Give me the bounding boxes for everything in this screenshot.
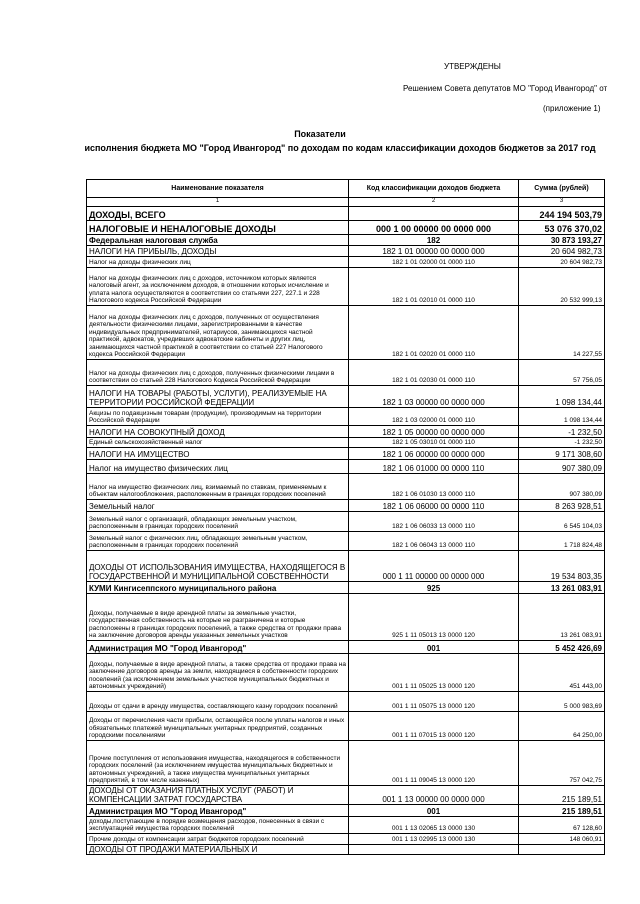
row-name: Налог на имущество физических лиц, взимаемый по ставкам, применяемым к объектам налогообложения, расположенным в границах городских поселений [87, 473, 349, 499]
header-name: Наименование показателя [87, 180, 349, 198]
row-code: 182 1 06 01000 00 0000 110 [349, 459, 519, 473]
row-sum: 20 604 982,73 [519, 256, 605, 267]
table-row [87, 407, 605, 425]
row-name: Доходы от сдачи в аренду имущества, составляющего казну городских поселений [87, 691, 349, 711]
row-code: 182 1 01 00000 00 0000 000 [349, 245, 519, 256]
row-name: Земельный налог с организаций, обладающих земельным участком, расположенным в границах городских поселений [87, 511, 349, 531]
row-sum: 1 098 134,44 [519, 385, 605, 407]
row-code: 182 1 03 00000 00 0000 000 [349, 385, 519, 407]
row-code: 001 1 11 05025 13 0000 120 [349, 653, 519, 691]
row-code: 182 1 01 02000 01 0000 110 [349, 256, 519, 267]
row-name: Прочие доходы от компенсации затрат бюджетов городских поселений [87, 833, 349, 844]
table-row [87, 804, 605, 816]
row-sum: 8 263 928,51 [519, 499, 605, 511]
table-row [87, 305, 605, 359]
row-name: Доходы, получаемые в виде арендной платы за земельные участки, государственная собственность на которые не разграничена и которые расположены в границах городских поселений, а также средства от продажи права на заключение договоров аренды указанных земельных участков [87, 593, 349, 640]
row-code: 001 [349, 640, 519, 653]
row-sum: 57 756,05 [519, 359, 605, 385]
row-name: Налог на доходы физических лиц [87, 256, 349, 267]
header-code: Код классификации доходов бюджета [349, 180, 519, 198]
row-sum: 907 380,09 [519, 459, 605, 473]
row-sum: 215 189,51 [519, 804, 605, 816]
row-code: 182 1 01 02030 01 0000 110 [349, 359, 519, 385]
row-name: Прочие поступления от использования имущества, находящегося в собственности городских поселений (за исключением имущества муниципальных бюджетных и автономных учреждений, а также имущества муниципальных унитарных предприятий, в том числе казенных) [87, 740, 349, 785]
table-row [87, 653, 605, 691]
table-row [87, 220, 605, 234]
table-row [87, 531, 605, 550]
row-name: Налог на имущество физических лиц [87, 459, 349, 473]
row-name: ДОХОДЫ, ВСЕГО [87, 206, 349, 220]
table-row [87, 437, 605, 447]
row-code: 182 1 05 00000 00 0000 000 [349, 425, 519, 437]
table-row [87, 550, 605, 581]
table-row [87, 234, 605, 245]
row-name: ДОХОДЫ ОТ ПРОДАЖИ МАТЕРИАЛЬНЫХ И [87, 844, 349, 854]
row-sum: -1 232,50 [519, 425, 605, 437]
row-code: 001 [349, 804, 519, 816]
row-name: Федеральная налоговая служба [87, 234, 349, 245]
row-name: НАЛОГИ НА СОВОКУПНЫЙ ДОХОД [87, 425, 349, 437]
row-code: 182 1 06 06000 00 0000 110 [349, 499, 519, 511]
row-name: Администрация МО "Город Ивангород" [87, 640, 349, 653]
row-name: Земельный налог с физических лиц, обладающих земельным участком, расположенным в границах городских поселений [87, 531, 349, 550]
row-name: Земельный налог [87, 499, 349, 511]
row-sum: 30 873 193,27 [519, 234, 605, 245]
row-sum: 14 227,55 [519, 305, 605, 359]
row-name: Единый сельскохозяйственный налог [87, 437, 349, 447]
header-sum: Сумма (рублей) [519, 180, 605, 198]
table-row [87, 459, 605, 473]
table-row [87, 833, 605, 844]
column-number: 1 [87, 198, 349, 207]
table-row [87, 640, 605, 653]
row-sum: 1 718 824,48 [519, 531, 605, 550]
row-name: Администрация МО "Город Ивангород" [87, 804, 349, 816]
row-sum: 20 532 999,13 [519, 267, 605, 305]
table-row [87, 267, 605, 305]
row-code: 001 1 13 00000 00 0000 000 [349, 785, 519, 804]
row-name: НАЛОГОВЫЕ И НЕНАЛОГОВЫЕ ДОХОДЫ [87, 220, 349, 234]
row-sum: -1 232,50 [519, 437, 605, 447]
table-row [87, 740, 605, 785]
row-name: Налог на доходы физических лиц с доходов, источником которых является налоговый агент, за исключением доходов, в отношении которых исчисление и уплата налога осуществляются в соответствии со статьями 227, 227.1 и 228 Налогового кодекса Российской Федерации [87, 267, 349, 305]
row-code: 001 1 13 02995 13 0000 130 [349, 833, 519, 844]
row-code: 001 1 11 05075 13 0000 120 [349, 691, 519, 711]
column-number: 2 [349, 198, 519, 207]
row-code: 182 1 06 01030 13 0000 110 [349, 473, 519, 499]
table-row [87, 844, 605, 854]
row-sum: 20 604 982,73 [519, 245, 605, 256]
table-row [87, 581, 605, 593]
revenue-table [86, 179, 605, 855]
row-name: КУМИ Кингисеппского муниципального района [87, 581, 349, 593]
table-row [87, 816, 605, 833]
table-row [87, 593, 605, 640]
row-name: НАЛОГИ НА ТОВАРЫ (РАБОТЫ, УСЛУГИ), РЕАЛИЗУЕМЫЕ НА ТЕРРИТОРИИ РОССИЙСКОЙ ФЕДЕРАЦИИ [87, 385, 349, 407]
appendix-label: (приложение 1) [543, 104, 601, 113]
row-code: 925 [349, 581, 519, 593]
table-row [87, 256, 605, 267]
table-row [87, 245, 605, 256]
row-sum: 13 261 083,91 [519, 581, 605, 593]
column-number: 3 [519, 198, 605, 207]
row-code: 182 1 06 00000 00 0000 000 [349, 447, 519, 459]
row-sum: 757 042,75 [519, 740, 605, 785]
row-sum: 19 534 803,35 [519, 550, 605, 581]
row-sum: 6 545 104,03 [519, 511, 605, 531]
row-name: доходы,поступающие в порядке возмещения расходов, понесенных в связи с эксплуатацией имущества городских поселений [87, 816, 349, 833]
row-name: Доходы, получаемые в виде арендной платы, а также средства от продажи права на заключение договоров аренды за земли, находящиеся в собственности городских поселений (за исключением земельных участков муниципальных бюджетных и автономных учреждений) [87, 653, 349, 691]
document-subtitle: исполнения бюджета МО "Город Ивангород" по доходам по кодам классификации доходов бюджетов за 2017 год [84, 143, 596, 153]
table-row [87, 206, 605, 220]
row-code: 001 1 11 09045 13 0000 120 [349, 740, 519, 785]
row-code: 925 1 11 05013 13 0000 120 [349, 593, 519, 640]
table-row [87, 359, 605, 385]
row-sum: 451 443,00 [519, 653, 605, 691]
table-row [87, 385, 605, 407]
row-sum: 67 128,60 [519, 816, 605, 833]
table-row [87, 511, 605, 531]
row-name: ДОХОДЫ ОТ ИСПОЛЬЗОВАНИЯ ИМУЩЕСТВА, НАХОДЯЩЕГОСЯ В ГОСУДАРСТВЕННОЙ И МУНИЦИПАЛЬНОЙ СОБСТВЕННОСТИ [87, 550, 349, 581]
row-sum: 53 076 370,02 [519, 220, 605, 234]
row-sum: 244 194 503,79 [519, 206, 605, 220]
row-name: НАЛОГИ НА ПРИБЫЛЬ, ДОХОДЫ [87, 245, 349, 256]
row-name: Доходы от перечисления части прибыли, остающейся после уплаты налогов и иных обязательных платежей муниципальных унитарных предприятий, созданных городскими поселениями [87, 711, 349, 740]
table-header-row [87, 180, 605, 198]
row-code: 182 [349, 234, 519, 245]
row-name: НАЛОГИ НА ИМУЩЕСТВО [87, 447, 349, 459]
row-sum: 5 452 426,69 [519, 640, 605, 653]
row-code: 182 1 01 02020 01 0000 110 [349, 305, 519, 359]
column-number-row [87, 198, 605, 207]
row-code [349, 206, 519, 220]
table-row [87, 499, 605, 511]
row-code: 182 1 05 03010 01 0000 110 [349, 437, 519, 447]
row-code: 182 1 06 06033 13 0000 110 [349, 511, 519, 531]
row-name: Налог на доходы физических лиц с доходов, полученных от осуществления деятельности физическими лицами, зарегистрированными в качестве индивидуальных предпринимателей, нотариусов, занимающихся частной практикой, адвокатов, учредивших адвокатские кабинеты и других лиц, занимающихся частной практикой в соответствии со статьей 227 Налогового кодекса Российской Федерации [87, 305, 349, 359]
row-sum: 215 189,51 [519, 785, 605, 804]
row-name: ДОХОДЫ ОТ ОКАЗАНИЯ ПЛАТНЫХ УСЛУГ (РАБОТ) И КОМПЕНСАЦИИ ЗАТРАТ ГОСУДАРСТВА [87, 785, 349, 804]
row-sum [519, 844, 605, 854]
row-sum: 1 098 134,44 [519, 407, 605, 425]
table-row [87, 691, 605, 711]
decision-text: Решением Совета депутатов МО "Город Ивангород" от [403, 84, 608, 93]
row-code: 000 1 11 00000 00 0000 000 [349, 550, 519, 581]
row-code: 001 1 13 02065 13 0000 130 [349, 816, 519, 833]
table-row [87, 425, 605, 437]
row-sum: 9 171 308,60 [519, 447, 605, 459]
row-name: Налог на доходы физических лиц с доходов, полученных физическими лицами в соответствии со статьей 228 Налогового Кодекса Российской Федерации [87, 359, 349, 385]
row-sum: 64 250,00 [519, 711, 605, 740]
row-sum: 5 000 983,69 [519, 691, 605, 711]
row-sum: 907 380,09 [519, 473, 605, 499]
table-row [87, 473, 605, 499]
table-row [87, 447, 605, 459]
row-code: 000 1 00 00000 00 0000 000 [349, 220, 519, 234]
row-sum: 148 060,91 [519, 833, 605, 844]
table-row [87, 785, 605, 804]
row-code [349, 844, 519, 854]
row-code: 182 1 06 06043 13 0000 110 [349, 531, 519, 550]
document-title: Показатели [294, 129, 346, 139]
approved-label: УТВЕРЖДЕНЫ [444, 62, 501, 71]
row-code: 182 1 01 02010 01 0000 110 [349, 267, 519, 305]
row-code: 001 1 11 07015 13 0000 120 [349, 711, 519, 740]
row-code: 182 1 03 02000 01 0000 110 [349, 407, 519, 425]
row-sum: 13 261 083,91 [519, 593, 605, 640]
row-name: Акцизы по подакцизным товарам (продукции), производимым на территории Российской Федерации [87, 407, 349, 425]
table-row [87, 711, 605, 740]
